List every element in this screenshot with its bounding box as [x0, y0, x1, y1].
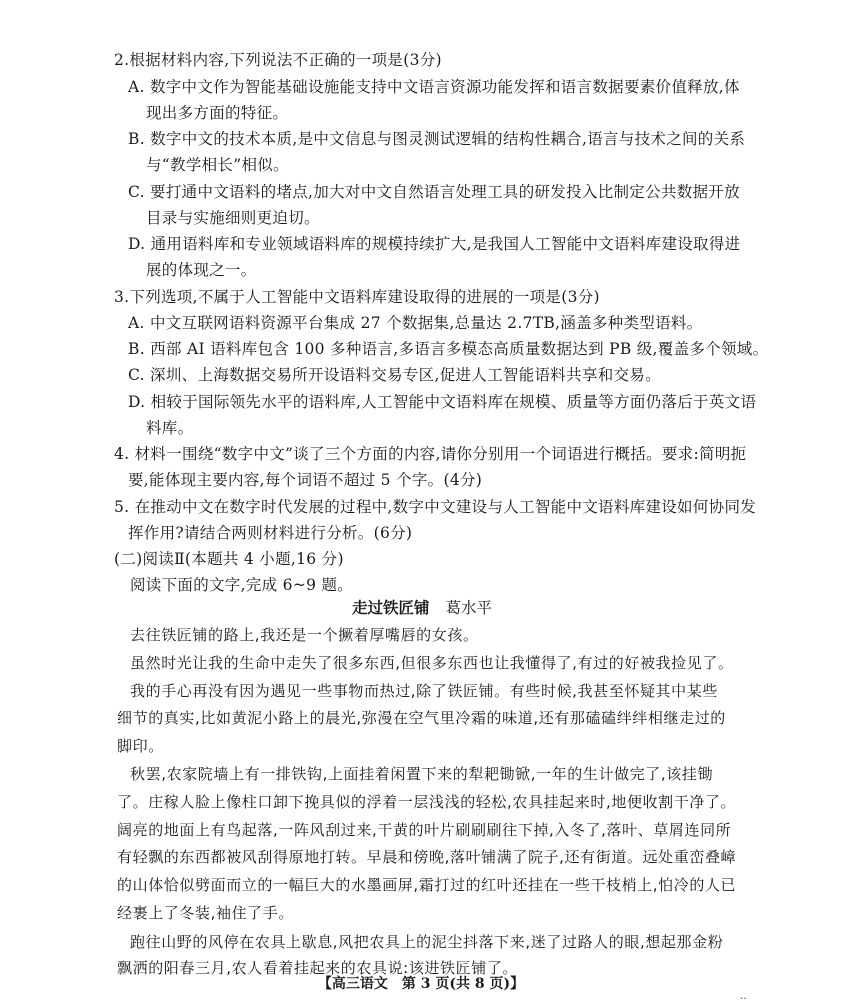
- q3-stem: 3.下列选项,不属于人工智能中文语料库建设取得的进展的一项是(3分): [114, 288, 600, 306]
- article-author: 葛水平: [445, 599, 493, 617]
- section-instruction: 阅读下面的文字,完成 6~9 题。: [130, 576, 354, 594]
- q3-option-d: D. 相较于国际领先水平的语料库,人工智能中文语料库在规模、质量等方面仍落后于英文语: [128, 393, 757, 411]
- article-line: 虽然时光让我的生命中走失了很多东西,但很多东西也让我懂得了,有过的好被我捡见了。: [130, 654, 734, 672]
- q5-stem-cont: 挥作用?请结合两则材料进行分析。(6分): [128, 524, 413, 542]
- article-line: 去往铁匠铺的路上,我还是一个撅着厚嘴唇的女孩。: [130, 626, 479, 644]
- article-line: 秋罢,农家院墙上有一排铁钩,上面挂着闲置下来的犁耙锄锨,一年的生计做完了,该挂锄: [130, 765, 714, 783]
- q3-option-a: A. 中文互联网语料资源平台集成 27 个数据集,总量达 2.7TB,涵盖多种类型语料。: [128, 314, 703, 332]
- article-line: 了。庄稼人脸上像柱口卸下挽具似的浮着一层浅浅的轻松,农具挂起来时,地便收割干净了。: [117, 793, 737, 811]
- q2-option-a: A. 数字中文作为智能基础设施能支持中文语言资源功能发挥和语言数据要素价值释放,体: [128, 78, 740, 96]
- q2-option-b-cont: 与“教学相长”相似。: [146, 156, 289, 174]
- article-title: 走过铁匠铺: [352, 599, 430, 617]
- article-line: 跑往山野的风停在农具上歇息,风把农具上的泥尘抖落下来,迷了过路人的眼,想起那金粉: [130, 933, 724, 951]
- q3-option-b: B. 西部 AI 语料库包含 100 多种语言,多语言多模态高质量数据达到 PB 级,覆盖多个领域。: [128, 340, 769, 358]
- q3-option-d-cont: 料库。: [146, 419, 194, 437]
- q2-option-a-cont: 现出多方面的特征。: [146, 104, 289, 122]
- article-title-line: [352, 598, 492, 618]
- article-line: 经裹上了冬装,袖住了手。: [117, 904, 294, 922]
- q2-option-c-cont: 目录与实施细则更迫切。: [146, 209, 320, 227]
- article-line: 有轻飘的东西都被风刮得原地打转。早晨和傍晚,落叶铺满了院子,还有街道。远处重峦叠嶂: [117, 848, 737, 866]
- q3-option-c: C. 深圳、上海数据交易所开设语料交易专区,促进人工智能语料共享和交易。: [128, 366, 661, 384]
- corner-mark: ‥: [740, 991, 747, 1002]
- article-line: 我的手心再没有因为遇见一些事物而热过,除了铁匠铺。有些时候,我甚至怀疑其中某些: [130, 682, 718, 700]
- q2-option-c: C. 要打通中文语料的堵点,加大对中文自然语言处理工具的研发投入比制定公共数据开放: [128, 183, 740, 201]
- page-footer: 【高三语文 第 3 页(共 8 页)】: [317, 976, 525, 992]
- q5-stem: 5. 在推动中文在数字时代发展的过程中,数字中文建设与人工智能中文语料库建设如何协同发: [114, 498, 757, 516]
- section-heading: (二)阅读Ⅱ(本题共 4 小题,16 分): [114, 550, 344, 568]
- article-line: 飘洒的阳春三月,农人看着挂起来的农具说:该进铁匠铺了。: [117, 959, 519, 977]
- article-line: 阔亮的地面上有鸟起落,一阵风刮过来,干黄的叶片刷刷刷往下掉,入冬了,落叶、草屑连同所: [117, 821, 732, 839]
- q2-option-b: B. 数字中文的技术本质,是中文信息与图灵测试逻辑的结构性耦合,语言与技术之间的关系: [128, 130, 746, 148]
- article-line: 的山体恰似劈面而立的一幅巨大的水墨画屏,霜打过的红叶还挂在一些干枝梢上,怕冷的人已: [117, 876, 737, 894]
- q2-option-d: D. 通用语料库和专业领域语料库的规模持续扩大,是我国人工智能中文语料库建设取得进: [128, 235, 741, 253]
- q4-stem-cont: 要,能体现主要内容,每个词语不超过 5 个字。(4分): [128, 471, 483, 489]
- q4-stem: 4. 材料一围绕“数字中文”谈了三个方面的内容,请你分别用一个词语进行概括。要求:简明扼: [114, 445, 747, 463]
- article-line: 细节的真实,比如黄泥小路上的晨光,弥漫在空气里冷霜的味道,还有那磕磕绊绊相继走过的: [117, 709, 726, 727]
- q2-stem: 2.根据材料内容,下列说法不正确的一项是(3分): [114, 51, 442, 69]
- q2-option-d-cont: 展的体现之一。: [146, 261, 257, 279]
- article-line: 脚印。: [117, 737, 164, 755]
